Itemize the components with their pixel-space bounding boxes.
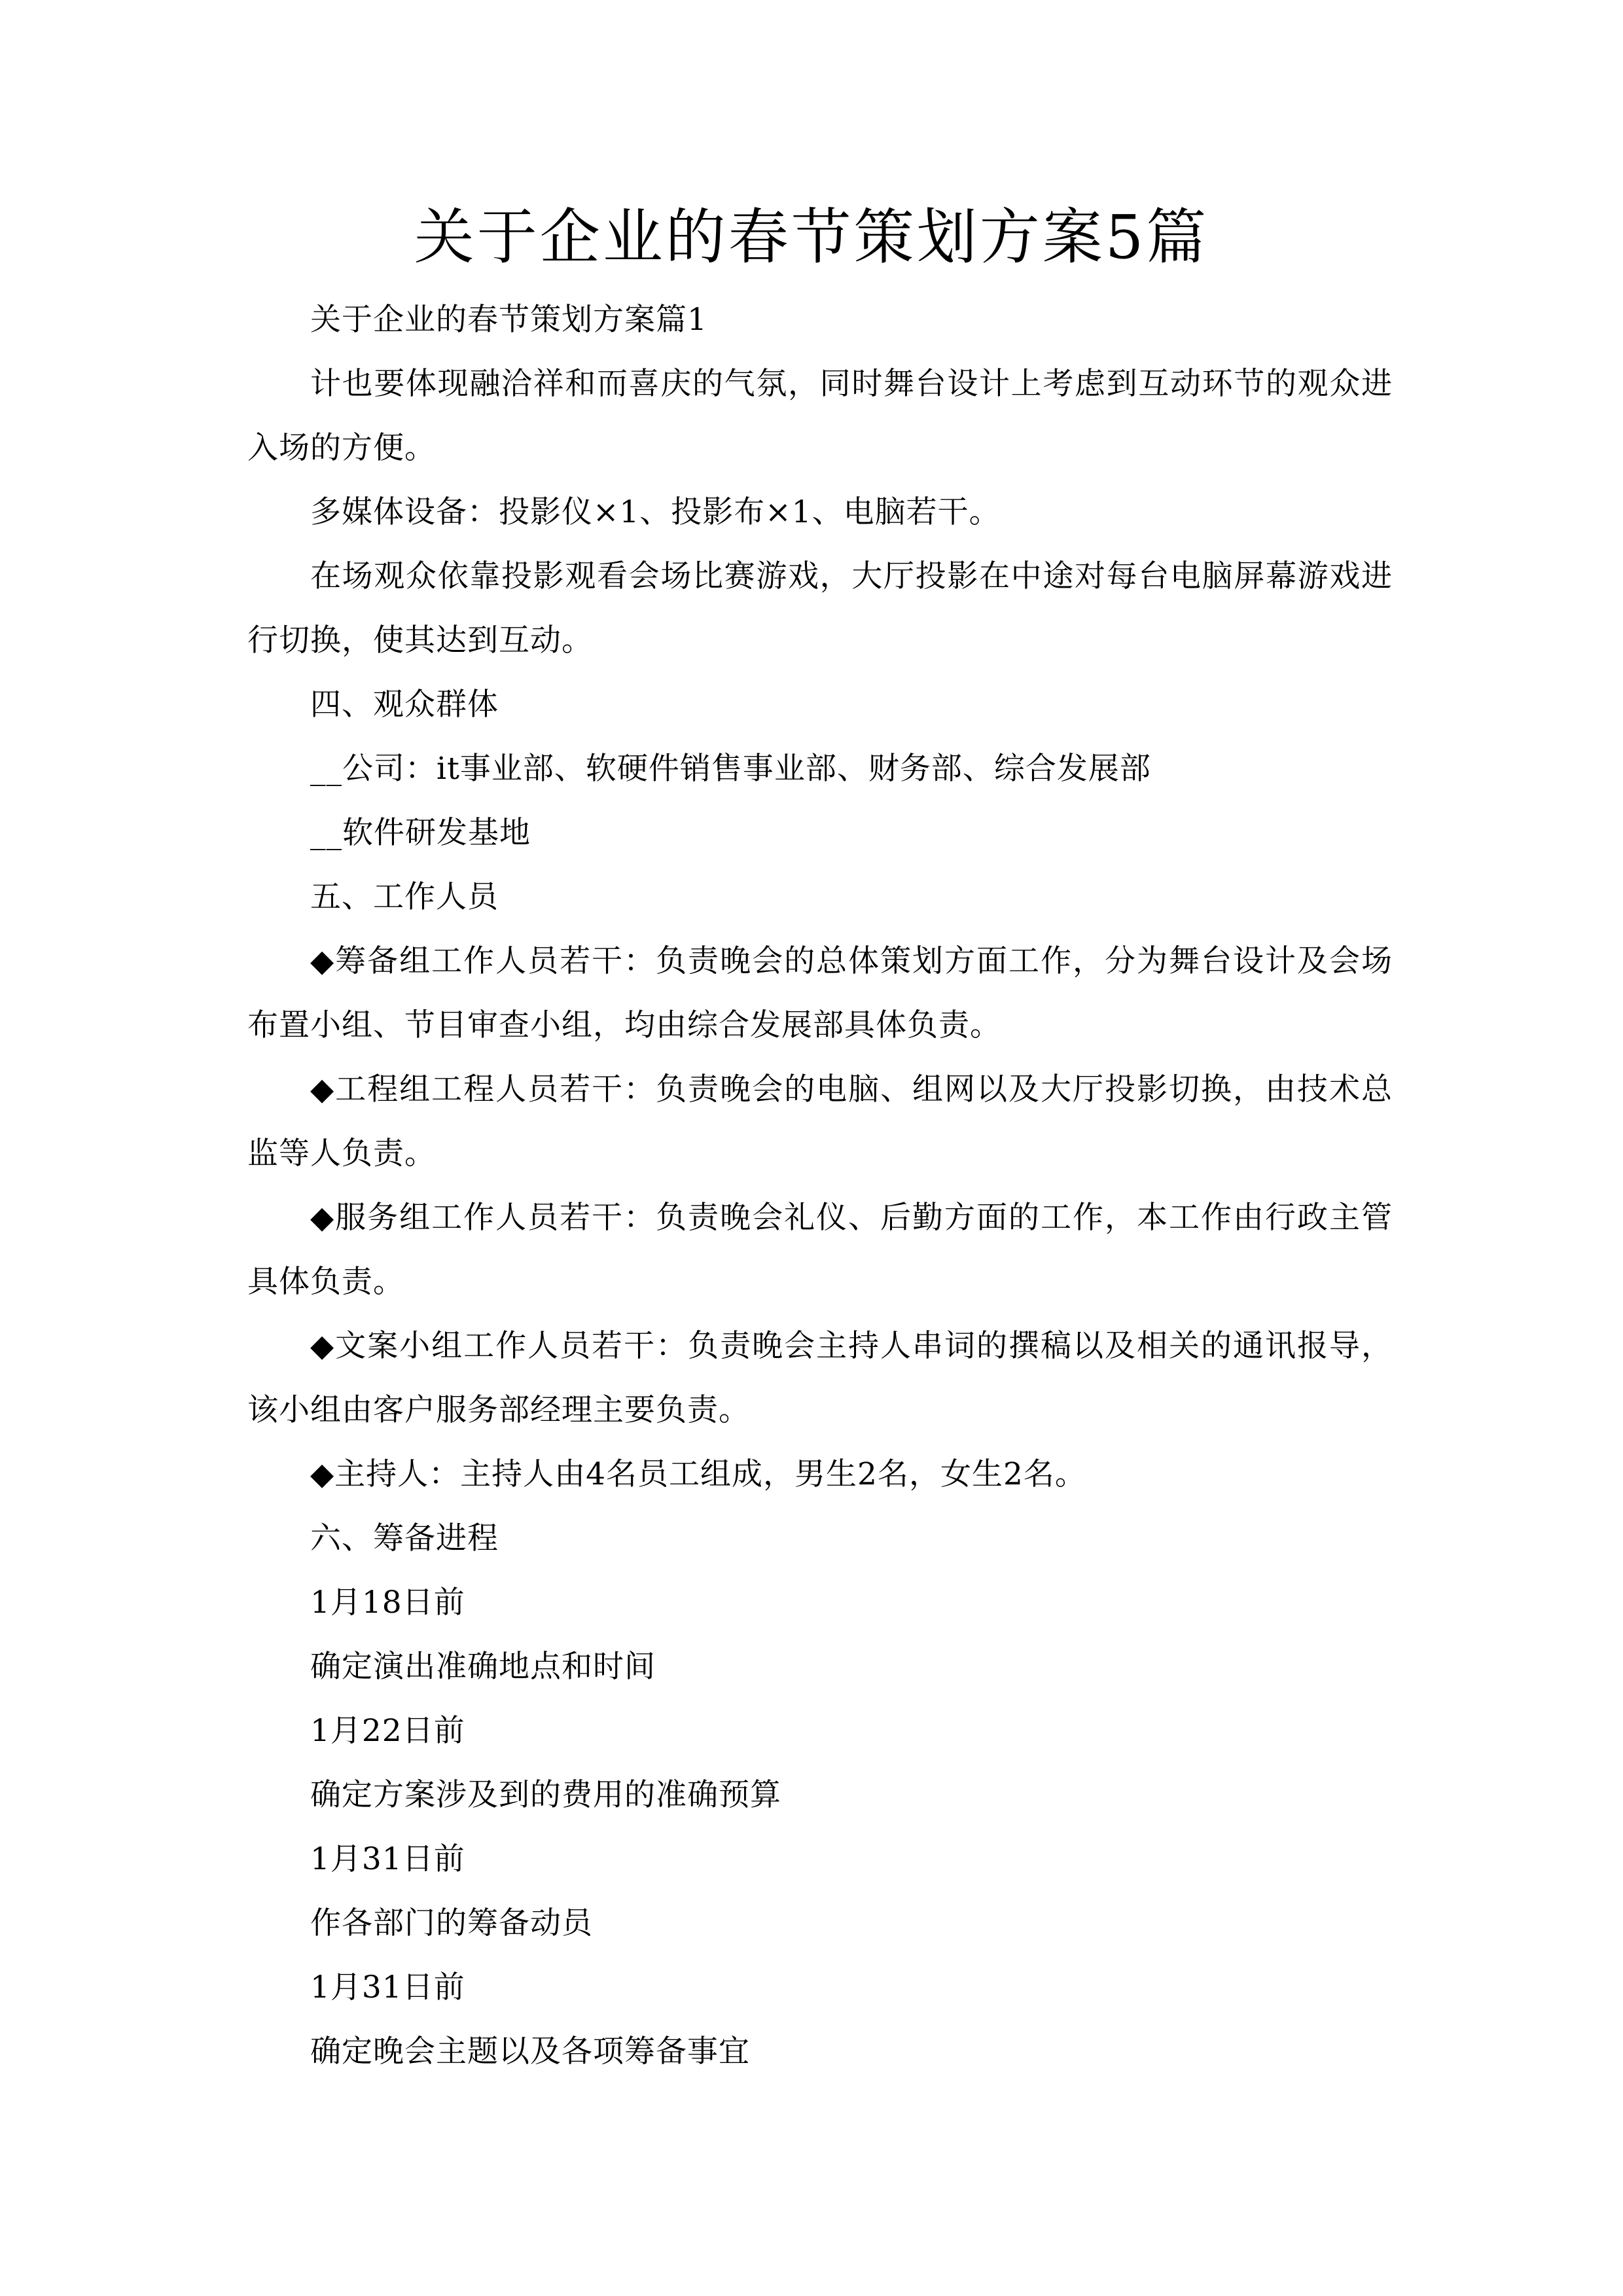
section-heading: 五、工作人员 (310, 879, 499, 915)
timeline-date: 1月18日前 (310, 1585, 465, 1621)
paragraph: 计也要体现融洽祥和而喜庆的气氛，同时舞台设计上考虑到互动环节的观众进入场的方便。 (247, 366, 1393, 466)
timeline-task: 确定演出准确地点和时间 (310, 1649, 656, 1685)
timeline-date: 1月31日前 (310, 1841, 465, 1877)
list-item: ◆服务组工作人员若干：负责晚会礼仪、后勤方面的工作，本工作由行政主管具体负责。 (247, 1200, 1393, 1300)
timeline-date: 1月31日前 (310, 1969, 465, 2005)
list-item: ◆文案小组工作人员若干：负责晚会主持人串词的撰稿以及相关的通讯报导，该小组由客户服务部经理主要负责。 (247, 1328, 1393, 1428)
paragraph: __软件研发基地 (310, 815, 531, 851)
list-item: ◆筹备组工作人员若干：负责晚会的总体策划方面工作，分为舞台设计及会场布置小组、节目审查小组，均由综合发展部具体负责。 (247, 943, 1393, 1043)
timeline-task: 作各部门的筹备动员 (310, 1905, 593, 1941)
timeline-task: 确定晚会主题以及各项筹备事宜 (310, 2034, 750, 2070)
paragraph: 在场观众依靠投影观看会场比赛游戏，大厅投影在中途对每台电脑屏幕游戏进行切换，使其达到互动。 (247, 558, 1393, 658)
timeline-task: 确定方案涉及到的费用的准确预算 (310, 1777, 781, 1813)
document-body (247, 288, 1393, 2084)
list-item: ◆主持人：主持人由4名员工组成，男生2名，女生2名。 (310, 1456, 1086, 1492)
section-heading: 关于企业的春节策划方案篇1 (310, 302, 707, 338)
timeline-date: 1月22日前 (310, 1713, 465, 1749)
list-item: ◆工程组工程人员若干：负责晚会的电脑、组网以及大厅投影切换，由技术总监等人负责。 (247, 1071, 1393, 1172)
section-heading: 四、观众群体 (310, 687, 499, 723)
document-title: 关于企业的春节策划方案5篇 (414, 202, 1209, 272)
paragraph: 多媒体设备：投影仪×1、投影布×1、电脑若干。 (310, 494, 1001, 530)
section-heading: 六、筹备进程 (310, 1520, 499, 1556)
paragraph: __公司：it事业部、软硬件销售事业部、财务部、综合发展部 (310, 751, 1151, 787)
